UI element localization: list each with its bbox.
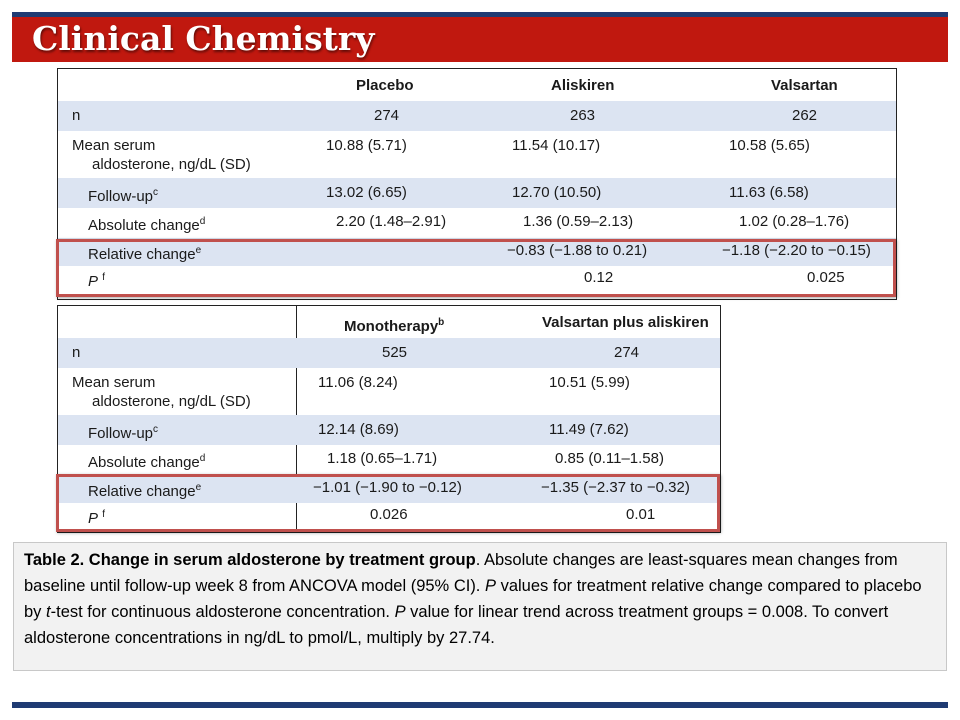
table-cell: 1.02 (0.28–1.76)	[739, 213, 850, 230]
table-cell: 12.70 (10.50)	[512, 184, 602, 201]
row-label: Absolute change$^d$	[88, 216, 206, 234]
table-cell: 11.63 (6.58)	[729, 184, 809, 201]
table-cell: 263	[570, 107, 596, 124]
row-label: P $^f$	[88, 509, 105, 527]
table-cell: 0.01	[626, 506, 656, 523]
table-cell: 10.51 (5.99)	[549, 374, 630, 391]
table-cell: 11.49 (7.62)	[549, 421, 629, 438]
table-cell: 525	[382, 344, 408, 361]
table-row	[58, 208, 896, 238]
row-label: Follow-$up^c$	[88, 187, 159, 205]
table-header-row	[58, 69, 896, 101]
row-label: Absolute change$^d$	[88, 453, 206, 471]
header-banner	[12, 17, 948, 62]
row-label: P $^f$	[88, 272, 105, 290]
table-row	[58, 131, 896, 178]
row-label: n	[72, 107, 81, 124]
table-row	[58, 368, 720, 415]
highlight-box	[56, 239, 896, 297]
table-cell: 274	[614, 344, 640, 361]
table-cell: −1.18 (−2.20 to −0.15)	[722, 242, 871, 259]
highlight-box	[56, 474, 720, 532]
table-row	[58, 178, 896, 208]
bottom-rule	[12, 702, 948, 708]
table-row	[58, 338, 720, 368]
table-cell: 11.54 (10.17)	[512, 137, 601, 154]
table-cell: 12.14 (8.69)	[318, 421, 399, 438]
table-cell: 1.18 (0.65–1.71)	[327, 450, 438, 467]
table-cell: 0.026	[370, 506, 408, 523]
caption-title: Table 2. Change in serum aldosterone by treatment group	[24, 551, 476, 569]
table-cell: −1.35 (−2.37 to −0.32)	[541, 479, 690, 496]
table-cell: 0.025	[807, 269, 845, 286]
row-label: Relative change$^e$	[88, 245, 202, 263]
table-cell: 10.88 (5.71)	[326, 137, 407, 154]
table-cell: −0.83 (−1.88 to 0.21)	[507, 242, 648, 259]
table-cell: 10.58 (5.65)	[729, 137, 810, 154]
column-header-monotherapy: Monotherapy$^b$	[344, 317, 445, 335]
table-cell: 0.85 (0.11–1.58)	[555, 450, 664, 467]
column-header-placebo: Placebo	[356, 77, 414, 94]
table-cell: 1.36 (0.59–2.13)	[523, 213, 634, 230]
row-label: Follow-$up^c$	[88, 424, 159, 442]
column-header-valsartan: Valsartan	[771, 77, 838, 94]
column-header-combination: Valsartan plus aliskiren	[542, 314, 709, 331]
table-cell: 2.20 (1.48–2.91)	[336, 213, 447, 230]
row-label-continued: aldosterone, ng/dL (SD)	[92, 393, 251, 410]
journal-title: Clinical Chemistry	[32, 19, 375, 58]
row-label: Mean serum	[72, 137, 156, 154]
row-label-continued: aldosterone, ng/dL (SD)	[92, 156, 251, 173]
table-cell: −1.01 (−1.90 to −0.12)	[313, 479, 462, 496]
table-cell: 13.02 (6.65)	[326, 184, 407, 201]
column-header-aliskiren: Aliskiren	[551, 77, 615, 94]
row-label: Mean serum	[72, 374, 156, 391]
table-row	[58, 415, 720, 445]
table-row	[58, 445, 720, 475]
table-cell: 262	[792, 107, 818, 124]
row-label: n	[72, 344, 81, 361]
table-cell: 274	[374, 107, 400, 124]
table-cell: 0.12	[584, 269, 614, 286]
table-caption: Table 2. Change in serum aldosterone by treatment group. Absolute changes are least-squares mean changes from baseline until follow-up week 8 from ANCOVA model (95% CI). P values for treatment relative change compared to placebo by t-test for continuous aldosterone concentration. P value for linear trend across treatment groups = 0.008. To convert aldosterone concentrations in ng/dL to pmol/L, multiply by 27.74.	[13, 542, 947, 671]
table-cell: 11.06 (8.24)	[318, 374, 398, 391]
table-row	[58, 101, 896, 131]
table-header-row	[58, 306, 720, 338]
row-label: Relative change$^e$	[88, 482, 202, 500]
